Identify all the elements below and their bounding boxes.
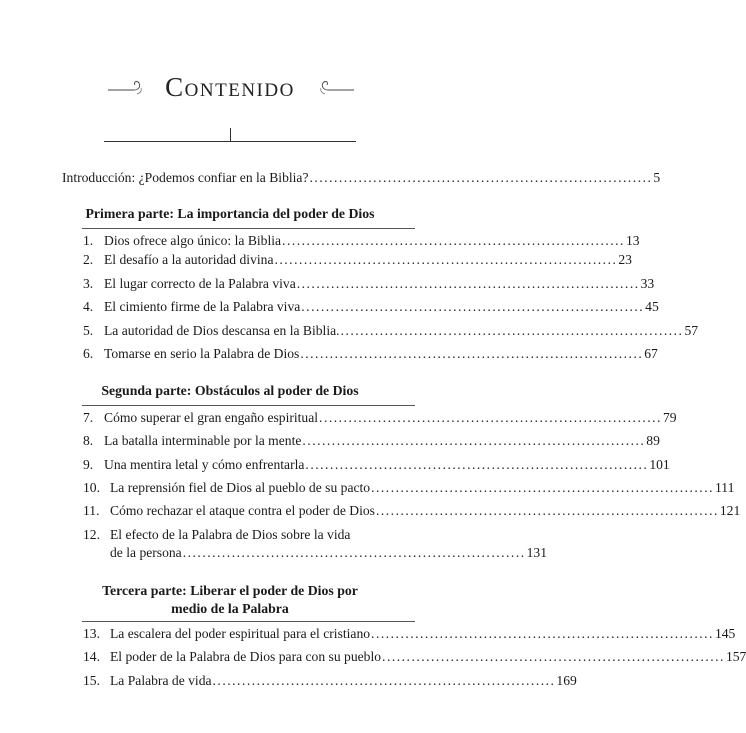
part-title: Primera parte: La importancia del poder de Dios <box>85 206 375 221</box>
toc-entry-continuation[interactable] <box>110 545 547 565</box>
dot-leader: ...................................................................... <box>305 457 649 472</box>
entry-number: 4. <box>83 299 94 314</box>
entry-title: La Palabra de vida <box>110 673 212 688</box>
dot-leader: ...................................................................... <box>371 480 714 495</box>
entry-title: El desafío a la autoridad divina <box>104 252 274 267</box>
entry-page: 23 <box>618 252 632 267</box>
dot-leader: ...................................................................... <box>302 433 646 448</box>
toc-entry[interactable] <box>83 649 746 669</box>
dot-leader: ...................................................................... <box>300 346 644 361</box>
entry-page: 121 <box>719 503 741 518</box>
entry-title: El lugar correcto de la Palabra viva <box>104 276 296 291</box>
entry-number: 9. <box>83 457 94 472</box>
dot-leader: ...................................................................... <box>301 299 645 314</box>
entry-title: Cómo superar el gran engaño espiritual <box>104 410 319 425</box>
entry-page: 5 <box>653 170 661 185</box>
dot-leader: ...................................................................... <box>340 323 684 338</box>
entry-number: 15. <box>83 673 100 688</box>
dot-leader: ...................................................................... <box>282 233 625 248</box>
toc-entry[interactable] <box>83 457 670 477</box>
entry-page: 33 <box>640 276 655 291</box>
dot-leader: ...................................................................... <box>182 545 526 560</box>
entry-page: 67 <box>644 346 658 361</box>
toc-entry[interactable] <box>83 233 640 253</box>
toc-entry[interactable] <box>83 527 413 547</box>
toc-entry[interactable] <box>83 480 735 500</box>
toc-entry[interactable] <box>83 626 736 646</box>
toc-entry[interactable] <box>83 323 699 343</box>
entry-number: 5. <box>83 323 94 338</box>
entry-title: La autoridad de Dios descansa en la Biblia. <box>104 323 340 338</box>
toc-entry[interactable] <box>83 276 655 296</box>
entry-page: 131 <box>526 545 547 560</box>
dot-leader: ...................................................................... <box>371 626 714 641</box>
entry-number: 8. <box>83 433 94 448</box>
entry-title: El efecto de la Palabra de Dios sobre la vida <box>110 527 351 542</box>
part-title-line2: medio de la Palabra <box>171 601 289 616</box>
entry-number: 1. <box>83 233 94 248</box>
entry-number: 3. <box>83 276 94 291</box>
flourish-right-icon <box>318 76 354 98</box>
entry-number: 14. <box>83 649 100 664</box>
section-divider <box>82 228 415 229</box>
toc-entry[interactable] <box>83 299 659 319</box>
entry-number: 2. <box>83 252 94 267</box>
dot-leader: ...................................................................... <box>319 410 662 425</box>
toc-entry[interactable] <box>83 433 660 453</box>
toc-entry-intro[interactable] <box>62 170 661 190</box>
entry-page: 89 <box>646 433 660 448</box>
entry-title: El cimiento firme de la Palabra viva <box>104 299 301 314</box>
entry-title: Dios ofrece algo único: la Biblia <box>104 233 282 248</box>
entry-number: 6. <box>83 346 94 361</box>
entry-title-continuation: de la persona <box>110 545 182 560</box>
toc-entry[interactable] <box>83 503 741 523</box>
dot-leader: ...................................................................... <box>309 170 653 185</box>
entry-title: Introducción: ¿Podemos confiar en la Biblia? <box>62 170 309 185</box>
entry-page: 13 <box>625 233 640 248</box>
entry-title: Una mentira letal y cómo enfrentarla <box>104 457 305 472</box>
toc-entry[interactable] <box>83 410 677 430</box>
title-divider <box>104 128 356 144</box>
page-title: Contenido <box>165 72 295 102</box>
entry-page: 169 <box>556 673 577 688</box>
divider-tick <box>230 128 231 142</box>
entry-page: 101 <box>649 457 670 472</box>
entry-page: 45 <box>645 299 659 314</box>
entry-number: 11. <box>83 503 100 518</box>
entry-page: 111 <box>714 480 735 495</box>
entry-title: La escalera del poder espiritual para el cristiano <box>110 626 371 641</box>
dot-leader: ...................................................................... <box>382 649 725 664</box>
entry-title: El poder de la Palabra de Dios para con su pueblo <box>110 649 382 664</box>
entry-title: Tomarse en serio la Palabra de Dios <box>104 346 300 361</box>
contents-header <box>0 68 460 108</box>
entry-page: 157 <box>725 649 746 664</box>
toc-entry[interactable] <box>83 346 658 366</box>
section-divider <box>82 621 415 622</box>
entry-title: La batalla interminable por la mente <box>104 433 302 448</box>
section-divider <box>82 405 415 406</box>
entry-number: 7. <box>83 410 94 425</box>
part-title: Segunda parte: Obstáculos al poder de Dios <box>101 383 359 398</box>
dot-leader: ...................................................................... <box>274 252 618 267</box>
dot-leader: ...................................................................... <box>375 503 719 518</box>
entry-number: 10. <box>83 480 100 495</box>
entry-title: La reprensión fiel de Dios al pueblo de su pacto <box>110 480 371 495</box>
dot-leader: ...................................................................... <box>296 276 640 291</box>
entry-number: 13. <box>83 626 100 641</box>
entry-page: 145 <box>714 626 736 641</box>
toc-entry[interactable] <box>83 252 632 272</box>
part-title: Tercera parte: Liberar el poder de Dios por <box>102 583 358 598</box>
entry-page: 57 <box>684 323 699 338</box>
entry-number: 12. <box>83 527 100 542</box>
dot-leader: ...................................................................... <box>212 673 556 688</box>
toc-entry[interactable] <box>83 673 577 693</box>
entry-title: Cómo rechazar el ataque contra el poder de Dios <box>110 503 375 518</box>
entry-page: 79 <box>662 410 677 425</box>
